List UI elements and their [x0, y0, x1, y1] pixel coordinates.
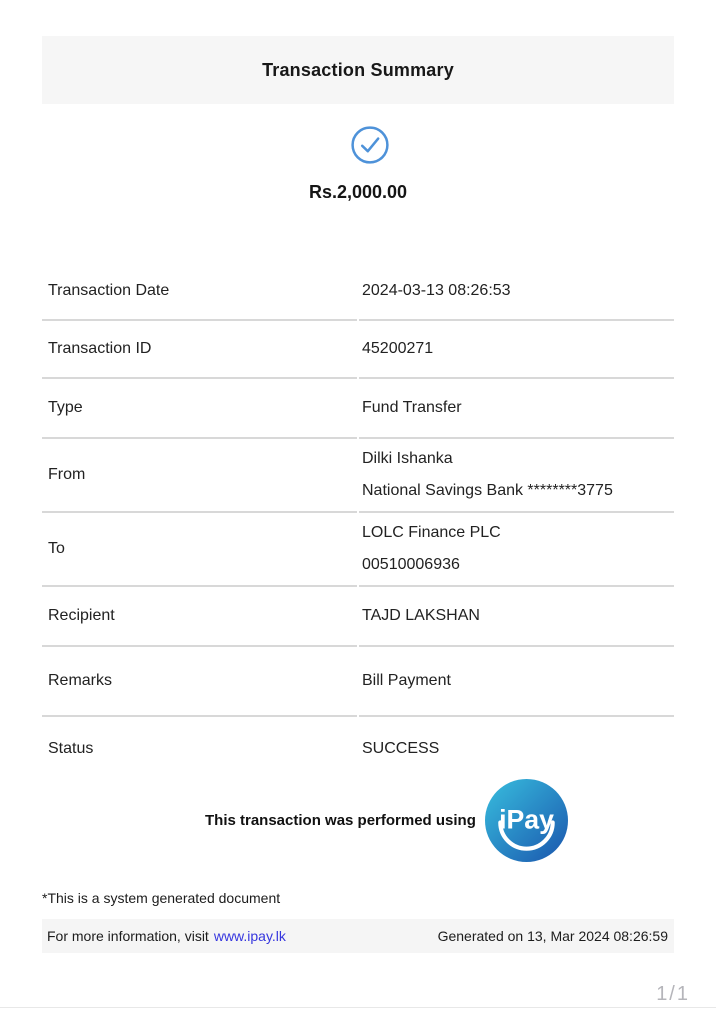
footer-bar	[42, 919, 674, 953]
detail-label: Remarks	[42, 647, 357, 717]
detail-label: Type	[42, 379, 357, 439]
detail-row	[42, 321, 674, 379]
detail-row	[42, 513, 674, 587]
ipay-logo-icon	[485, 779, 568, 862]
detail-value: TAJD LAKSHAN	[359, 587, 674, 647]
detail-value: Fund Transfer	[359, 379, 674, 439]
detail-value: 45200271	[359, 321, 674, 379]
footer-info	[47, 928, 286, 944]
detail-label: Recipient	[42, 587, 357, 647]
detail-label: Status	[48, 740, 94, 757]
footer-info-text: For more information, visit	[47, 928, 209, 944]
detail-row	[42, 717, 674, 781]
detail-row	[42, 647, 674, 717]
detail-value: LOLC Finance PLC 00510006936	[359, 513, 674, 587]
ipay-website-link[interactable]: www.ipay.lk	[213, 928, 286, 944]
status-icon-row	[0, 125, 716, 165]
detail-row	[42, 439, 674, 513]
detail-value: Dilki Ishanka National Savings Bank ********3775	[359, 439, 674, 513]
ipay-logo-text: iPay	[498, 803, 554, 834]
transaction-amount: Rs.2,000.00	[308, 182, 408, 202]
performed-using-row	[205, 778, 716, 862]
detail-label: Transaction ID	[42, 321, 357, 379]
detail-label: Transaction Date	[42, 263, 357, 321]
success-check-icon	[350, 125, 390, 165]
details-table	[42, 263, 674, 781]
page-number-indicator: 1/1	[656, 983, 690, 1005]
detail-row	[42, 379, 674, 439]
detail-value: 2024-03-13 08:26:53	[359, 263, 674, 321]
detail-row	[42, 587, 674, 647]
performed-using-text: This transaction was performed using	[205, 811, 476, 829]
document-title-bar	[42, 36, 674, 104]
page-title: Transaction Summary	[262, 59, 454, 80]
detail-value: SUCCESS	[362, 740, 440, 757]
system-generated-note: *This is a system generated document	[42, 890, 281, 906]
detail-value: Bill Payment	[359, 647, 674, 717]
generated-timestamp: Generated on 13, Mar 2024 08:26:59	[437, 928, 668, 944]
detail-row	[42, 263, 674, 321]
detail-label: To	[42, 513, 357, 587]
detail-label: From	[42, 439, 357, 513]
